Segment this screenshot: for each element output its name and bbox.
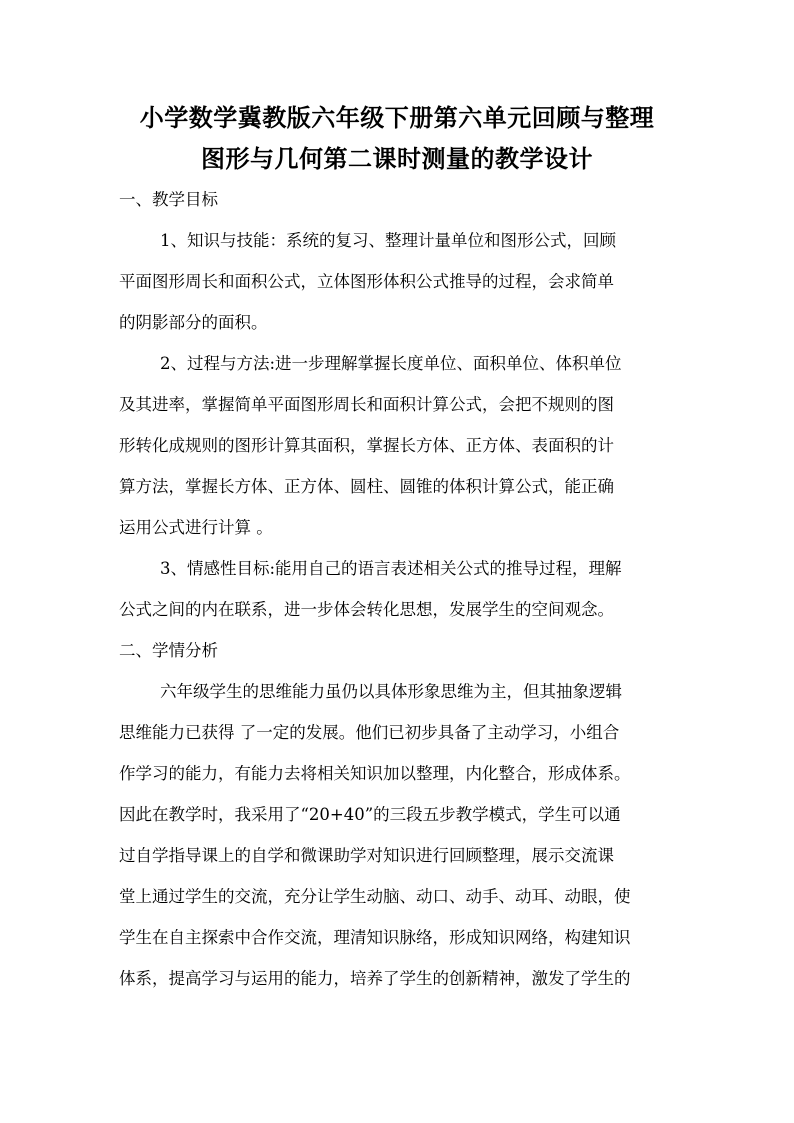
paragraph-line: 算方法，掌握长方体、正方体、圆柱、圆锥的体积计算公式，能正确: [119, 477, 614, 496]
paragraph-line: 六年级学生的思维能力虽仍以具体形象思维为主，但其抽象逻辑: [160, 682, 622, 701]
paragraph-line: 思维能力已获得 了一定的发展。他们已初步具备了主动学习，小组合: [119, 723, 620, 742]
paragraph-line: 过自学指导课上的自学和微课助学对知识进行回顾整理，展示交流课: [119, 846, 614, 865]
paragraph-line: 1、知识与技能：系统的复习、整理计量单位和图形公式，回顾: [160, 231, 616, 250]
paragraph-line: 体系，提高学习与运用的能力，培养了学生的创新精神，激发了学生的: [119, 969, 631, 988]
paragraph-line: 平面图形周长和面积公式，立体图形体积公式推导的过程，会求简单: [119, 272, 614, 291]
section-heading-student-analysis: 二、学情分析: [119, 641, 218, 660]
paragraph-line: 运用公式进行计算 。: [119, 518, 273, 537]
paragraph-line: 因此在教学时，我采用了“20+40”的三段五步教学模式，学生可以通: [119, 805, 621, 824]
paragraph-line: 2、过程与方法:进一步理解掌握长度单位、面积单位、体积单位: [160, 354, 622, 373]
document-title-line-1: 小学数学冀教版六年级下册第六单元回顾与整理: [139, 103, 655, 132]
document-title-line-2: 图形与几何第二课时测量的教学设计: [201, 144, 593, 173]
paragraph-line: 堂上通过学生的交流，充分让学生动脑、动口、动手、动耳、动眼，使: [119, 887, 631, 906]
paragraph-line: 的阴影部分的面积。: [119, 313, 268, 332]
paragraph-line: 3、情感性目标:能用自己的语言表述相关公式的推导过程，理解: [160, 559, 622, 578]
section-heading-teaching-goals: 一、教学目标: [119, 190, 218, 209]
paragraph-line: 形转化成规则的图形计算其面积，掌握长方体、正方体、表面积的计: [119, 436, 614, 455]
paragraph-line: 公式之间的内在联系，进一步体会转化思想，发展学生的空间观念。: [119, 600, 614, 619]
paragraph-line: 学生在自主探索中合作交流，理清知识脉络，形成知识网络，构建知识: [119, 928, 631, 947]
paragraph-line: 作学习的能力，有能力去将相关知识加以整理，内化整合，形成体系。: [119, 764, 631, 783]
paragraph-line: 及其进率，掌握简单平面图形周长和面积计算公式，会把不规则的图: [119, 395, 614, 414]
